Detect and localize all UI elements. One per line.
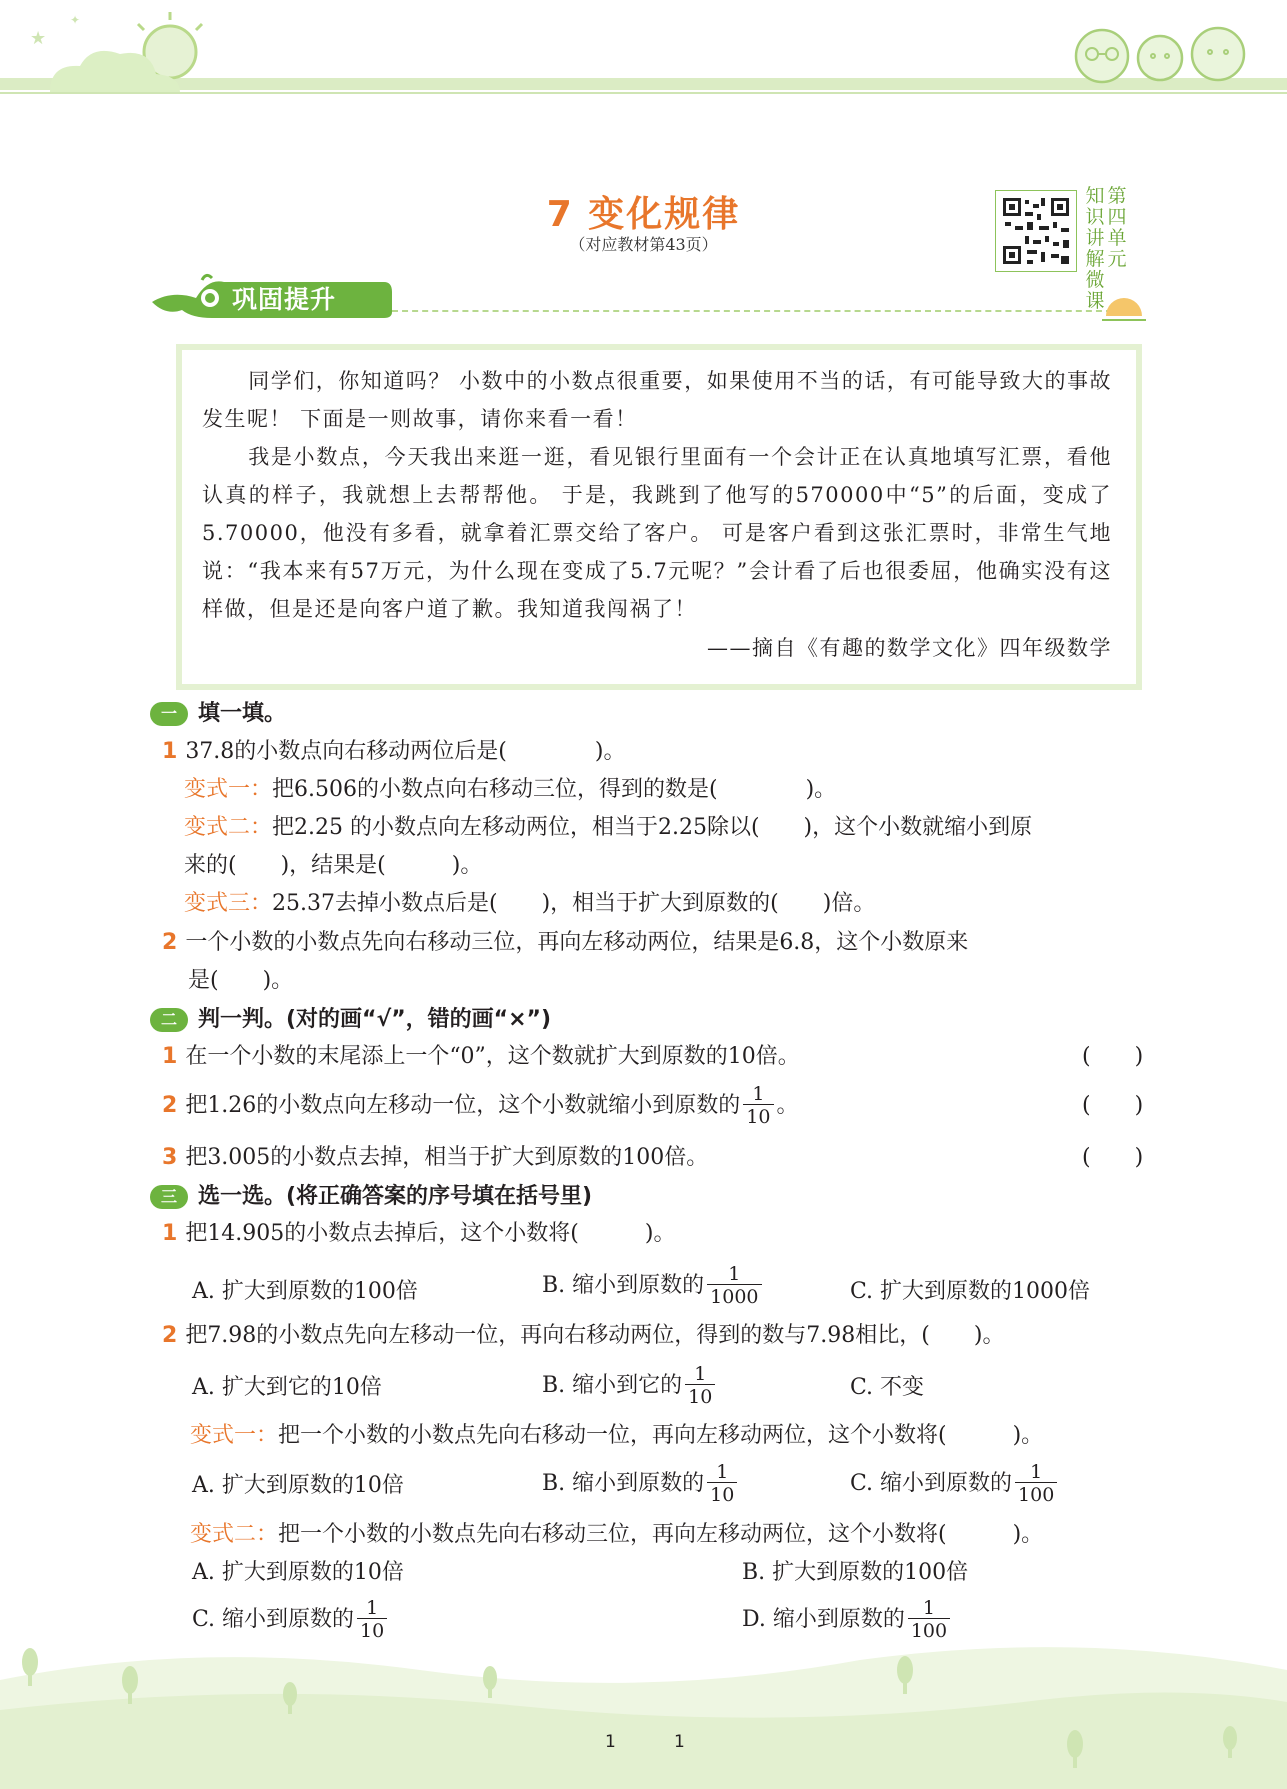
story-source: ——摘自《有趣的数学文化》四年级数学 (707, 636, 1112, 660)
s3-variant-2 (190, 1516, 1043, 1554)
section-2-heading (150, 1002, 551, 1033)
s3-v2-c-fraction (357, 1599, 387, 1641)
qr-code-icon[interactable] (995, 190, 1077, 272)
unit-label-col1: 第四单元 (1107, 185, 1127, 270)
s1-q2-number: 2 (162, 930, 178, 955)
s1-v2-text: 把2.25 的小数点向左移动两位，相当于2.25除以( )，这个小数就缩小到原 (272, 815, 1033, 840)
s3-q2-text: 把7.98的小数点先向左移动一位，再向右移动两位，得到的数与7.98相比，( )。 (185, 1323, 1005, 1348)
section-banner-text: 巩固提升 (232, 285, 337, 314)
s1-v1-text: 把6.506的小数点向右移动三位，得到的数是( )。 (272, 777, 837, 802)
section-3-heading (150, 1179, 592, 1210)
page-number-left: 1 (605, 1732, 616, 1752)
section-2-badge: 二 (150, 1008, 188, 1032)
s3-q2-b-text: B. 缩小到它的 (542, 1373, 683, 1398)
s3-v1-c-text: C. 缩小到原数的 (850, 1471, 1013, 1496)
s1-variant-2 (184, 809, 1032, 847)
s3-q1-b-text: B. 缩小到原数的 (542, 1273, 705, 1298)
s3-q2-option-b[interactable] (542, 1358, 718, 1414)
s3-q1-option-a[interactable]: A. 扩大到原数的100倍 (192, 1279, 418, 1304)
s3-q2-b-den: 10 (685, 1384, 715, 1407)
s1-q1-text: 37.8的小数点向右移动两位后是( )。 (185, 739, 626, 764)
section-2-title: 判一判。(对的画“√”，错的画“×”) (198, 1007, 552, 1032)
s3-v2-c-den: 10 (357, 1618, 387, 1641)
section-3-badge: 三 (150, 1185, 188, 1209)
s2-q3-text: 把3.005的小数点去掉，相当于扩大到原数的100倍。 (185, 1145, 709, 1170)
s3-q2-number: 2 (162, 1323, 178, 1348)
s3-v2-d-num: 1 (922, 1597, 936, 1619)
s1-q1 (162, 733, 625, 771)
banner-dashed-line (392, 310, 1112, 312)
s2-q2-frac-den: 10 (743, 1104, 773, 1127)
s3-v2-c-text: C. 缩小到原数的 (192, 1607, 355, 1632)
s3-v2-option-a[interactable]: A. 扩大到原数的10倍 (192, 1560, 404, 1585)
s1-v1-label: 变式一： (184, 777, 273, 802)
s1-v3-label: 变式三： (184, 891, 273, 916)
s3-q1-b-den: 1000 (707, 1284, 761, 1307)
s1-q2 (162, 924, 968, 962)
s3-q1 (162, 1215, 675, 1253)
s1-variant-1 (184, 771, 836, 809)
s3-q1-b-fraction (707, 1265, 761, 1307)
s3-v2-text: 把一个小数的小数点先向右移动三位，再向左移动两位，这个小数将( )。 (278, 1522, 1044, 1547)
s2-q2-answer-paren[interactable]: ( ) (1082, 1093, 1144, 1118)
s3-v2-d-text: D. 缩小到原数的 (742, 1607, 905, 1632)
sun-cloud-icon (20, 4, 210, 104)
s2-q3-number: 3 (162, 1145, 178, 1170)
story-paragraph-2: 我是小数点，今天我出来逛一逛，看见银行里面有一个会计正在认真地填写汇票，看他认真的样子，我就想上去帮帮他。 于是，我跳到了他写的570000中“5”的后面，变成了5.70000，他没有多看，就拿着汇票交给了客户。 可是客户看到这张汇票时，非常生气地说：“我本来有57万元，为什么现在变成了5.7元呢？”会计看了后也很委屈，他确实没有这样做，但是还是向客户道了歉。我知道我闯祸了！ (202, 445, 1112, 621)
svg-text:✦: ✦ (70, 13, 81, 27)
s2-q3 (162, 1139, 708, 1177)
s3-q2-b-fraction (685, 1365, 715, 1407)
s3-v1-option-c[interactable] (850, 1456, 1060, 1512)
s2-q1-number: 1 (162, 1044, 178, 1069)
s3-q2-option-a[interactable]: A. 扩大到它的10倍 (192, 1375, 382, 1400)
story-paragraph-1: 同学们，你知道吗？ 小数中的小数点很重要，如果使用不当的话，有可能导致大的事故发生呢！ 下面是一则故事，请你来看一看！ (202, 369, 1112, 431)
svg-text:★: ★ (30, 28, 47, 49)
s3-q1-number: 1 (162, 1221, 178, 1246)
s3-q2-option-c[interactable]: C. 不变 (850, 1375, 925, 1400)
s3-v2-d-fraction (908, 1599, 950, 1641)
s2-q2-number: 2 (162, 1093, 178, 1118)
s3-v2-label: 变式二： (190, 1522, 279, 1547)
s1-q2-text: 一个小数的小数点先向右移动三位，再向左移动两位，结果是6.8，这个小数原来 (185, 930, 969, 955)
s3-v1-c-fraction (1015, 1463, 1057, 1505)
s3-variant-1 (190, 1417, 1043, 1455)
s3-v1-c-num: 1 (1030, 1461, 1043, 1483)
animals-decoration-icon (1060, 18, 1260, 88)
s1-q2-line2: 是( )。 (188, 968, 294, 993)
s2-q2-fraction (743, 1085, 773, 1127)
s2-q2-text: 把1.26的小数点向左移动一位，这个小数就缩小到原数的 (185, 1093, 741, 1118)
s1-v2-line2: 来的( )，结果是( )。 (184, 853, 483, 878)
section-3-title: 选一选。(将正确答案的序号填在括号里) (198, 1184, 593, 1209)
s2-q3-answer-paren[interactable]: ( ) (1082, 1145, 1144, 1170)
s3-q2-b-num: 1 (694, 1363, 707, 1385)
s3-v1-option-a[interactable]: A. 扩大到原数的10倍 (192, 1473, 404, 1498)
s2-q2-frac-num: 1 (752, 1083, 765, 1105)
page-number-right: 1 (674, 1732, 685, 1752)
s1-v2-label: 变式二： (184, 815, 273, 840)
section-1-heading (150, 696, 286, 727)
s2-q2 (162, 1078, 799, 1134)
lesson-subtitle: （对应教材第43页） (569, 235, 718, 254)
s3-v1-option-b[interactable] (542, 1456, 740, 1512)
s3-v1-label: 变式一： (190, 1423, 279, 1448)
s3-q1-option-b[interactable] (542, 1258, 765, 1314)
s1-v3-text: 25.37去掉小数点后是( )，相当于扩大到原数的( )倍。 (272, 891, 876, 916)
unit-label-col2: 知识讲解微课 (1085, 185, 1105, 312)
s3-q1-text: 把14.905的小数点去掉后，这个小数将( )。 (185, 1221, 676, 1246)
s3-v2-option-b[interactable]: B. 扩大到原数的100倍 (742, 1560, 969, 1585)
footer-hills-decoration (0, 1640, 1287, 1789)
s2-q1-text: 在一个小数的末尾添上一个“0”，这个数就扩大到原数的10倍。 (185, 1044, 800, 1069)
s3-q2 (162, 1317, 1004, 1355)
s2-q1 (162, 1038, 800, 1076)
section-1-title: 填一填。 (198, 701, 287, 726)
s3-v1-c-den: 100 (1015, 1482, 1057, 1505)
s3-v2-d-den: 100 (908, 1618, 950, 1641)
lesson-title: 7 变化规律 (546, 194, 741, 235)
s3-v1-b-num: 1 (716, 1461, 729, 1483)
s1-q1-number: 1 (162, 739, 178, 764)
s3-q1-b-num: 1 (728, 1263, 741, 1285)
section-1-badge: 一 (150, 702, 188, 726)
s3-v1-b-fraction (707, 1463, 737, 1505)
s3-v1-text: 把一个小数的小数点先向右移动一位，再向左移动两位，这个小数将( )。 (278, 1423, 1044, 1448)
sunrise-icon (1100, 290, 1150, 330)
story-box (176, 344, 1142, 690)
s3-q1-option-c[interactable]: C. 扩大到原数的1000倍 (850, 1279, 1091, 1304)
s3-v2-c-num: 1 (366, 1597, 379, 1619)
s2-q1-answer-paren[interactable]: ( ) (1082, 1044, 1144, 1069)
s1-variant-3 (184, 885, 875, 923)
s3-v1-b-den: 10 (707, 1482, 737, 1505)
s2-q2-end: 。 (776, 1093, 799, 1118)
s3-v1-b-text: B. 缩小到原数的 (542, 1471, 705, 1496)
